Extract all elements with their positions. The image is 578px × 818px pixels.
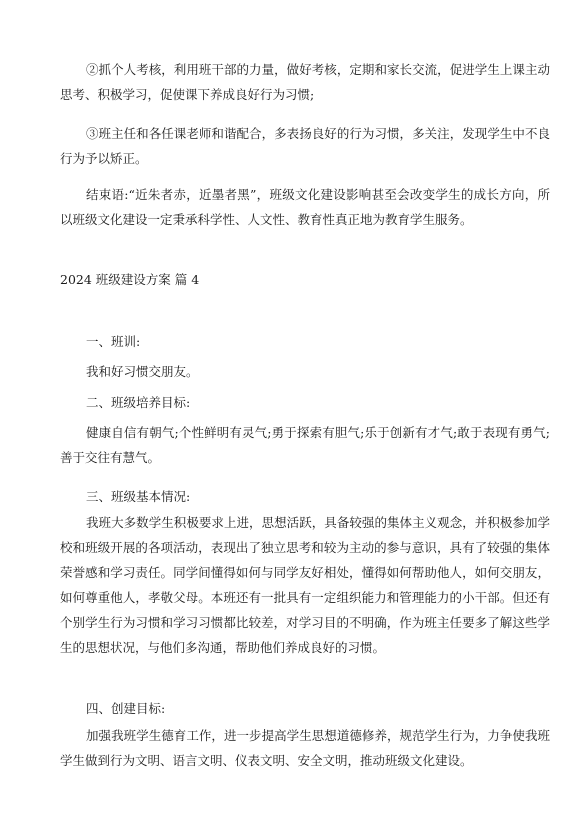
heading-class-situation: 三、班级基本情况: [86, 489, 191, 504]
body-creation-goals: 加强我班学生德育工作，进一步提高学生思想道德修养，规范学生行为，力争使我班学生做到行为文明、语言文明、仪表文明、安全文明，推动班级文化建设。 [60, 728, 550, 768]
body-training-goals: 健康自信有朝气;个性鲜明有灵气;勇于探索有胆气;乐于创新有才气;敢于表现有勇气;善于交往有慧气。 [60, 425, 550, 465]
body-class-situation: 我班大多数学生积极要求上进，思想活跃，具备较强的集体主义观念，并积极参加学校和班级开展的各项活动，表现出了独立思考和较为主动的参与意识，具有了较强的集体荣誉感和学习责任。同学间懂得如何与同学友好相处，懂得如何帮助他人，如何交朋友，如何尊重他人，孝敬父母。本班还有一批具有一定组织能力和管理能力的小干部。但还有个别学生行为习惯和学习习惯都比较差，对学习目的不明确，作为班主任要多了解这些学生的思想状况，与他们多沟通，帮助他们养成良好的习惯。 [60, 515, 550, 655]
paragraph-assessment: ②抓个人考核，利用班干部的力量，做好考核，定期和家长交流，促进学生上课主动思考、积极学习，促使课下养成良好行为习惯; [60, 62, 550, 102]
section-title: 2024 班级建设方案 篇 4 [60, 272, 200, 287]
paragraph-teacher-cooperation: ③班主任和各任课老师和谐配合，多表扬良好的行为习惯，多关注，发现学生中不良行为予以矫正。 [60, 126, 550, 166]
body-class-motto: 我和好习惯交朋友。 [86, 364, 199, 379]
heading-training-goals: 二、班级培养目标: [86, 395, 191, 410]
heading-class-motto: 一、班训: [86, 334, 141, 349]
paragraph-conclusion: 结束语:“近朱者赤，近墨者黑”，班级文化建设影响甚至会改变学生的成长方向，所以班级文化建设一定秉承科学性、人文性、教育性真正地为教育学生服务。 [60, 187, 550, 227]
heading-creation-goals: 四、创建目标: [86, 701, 166, 716]
